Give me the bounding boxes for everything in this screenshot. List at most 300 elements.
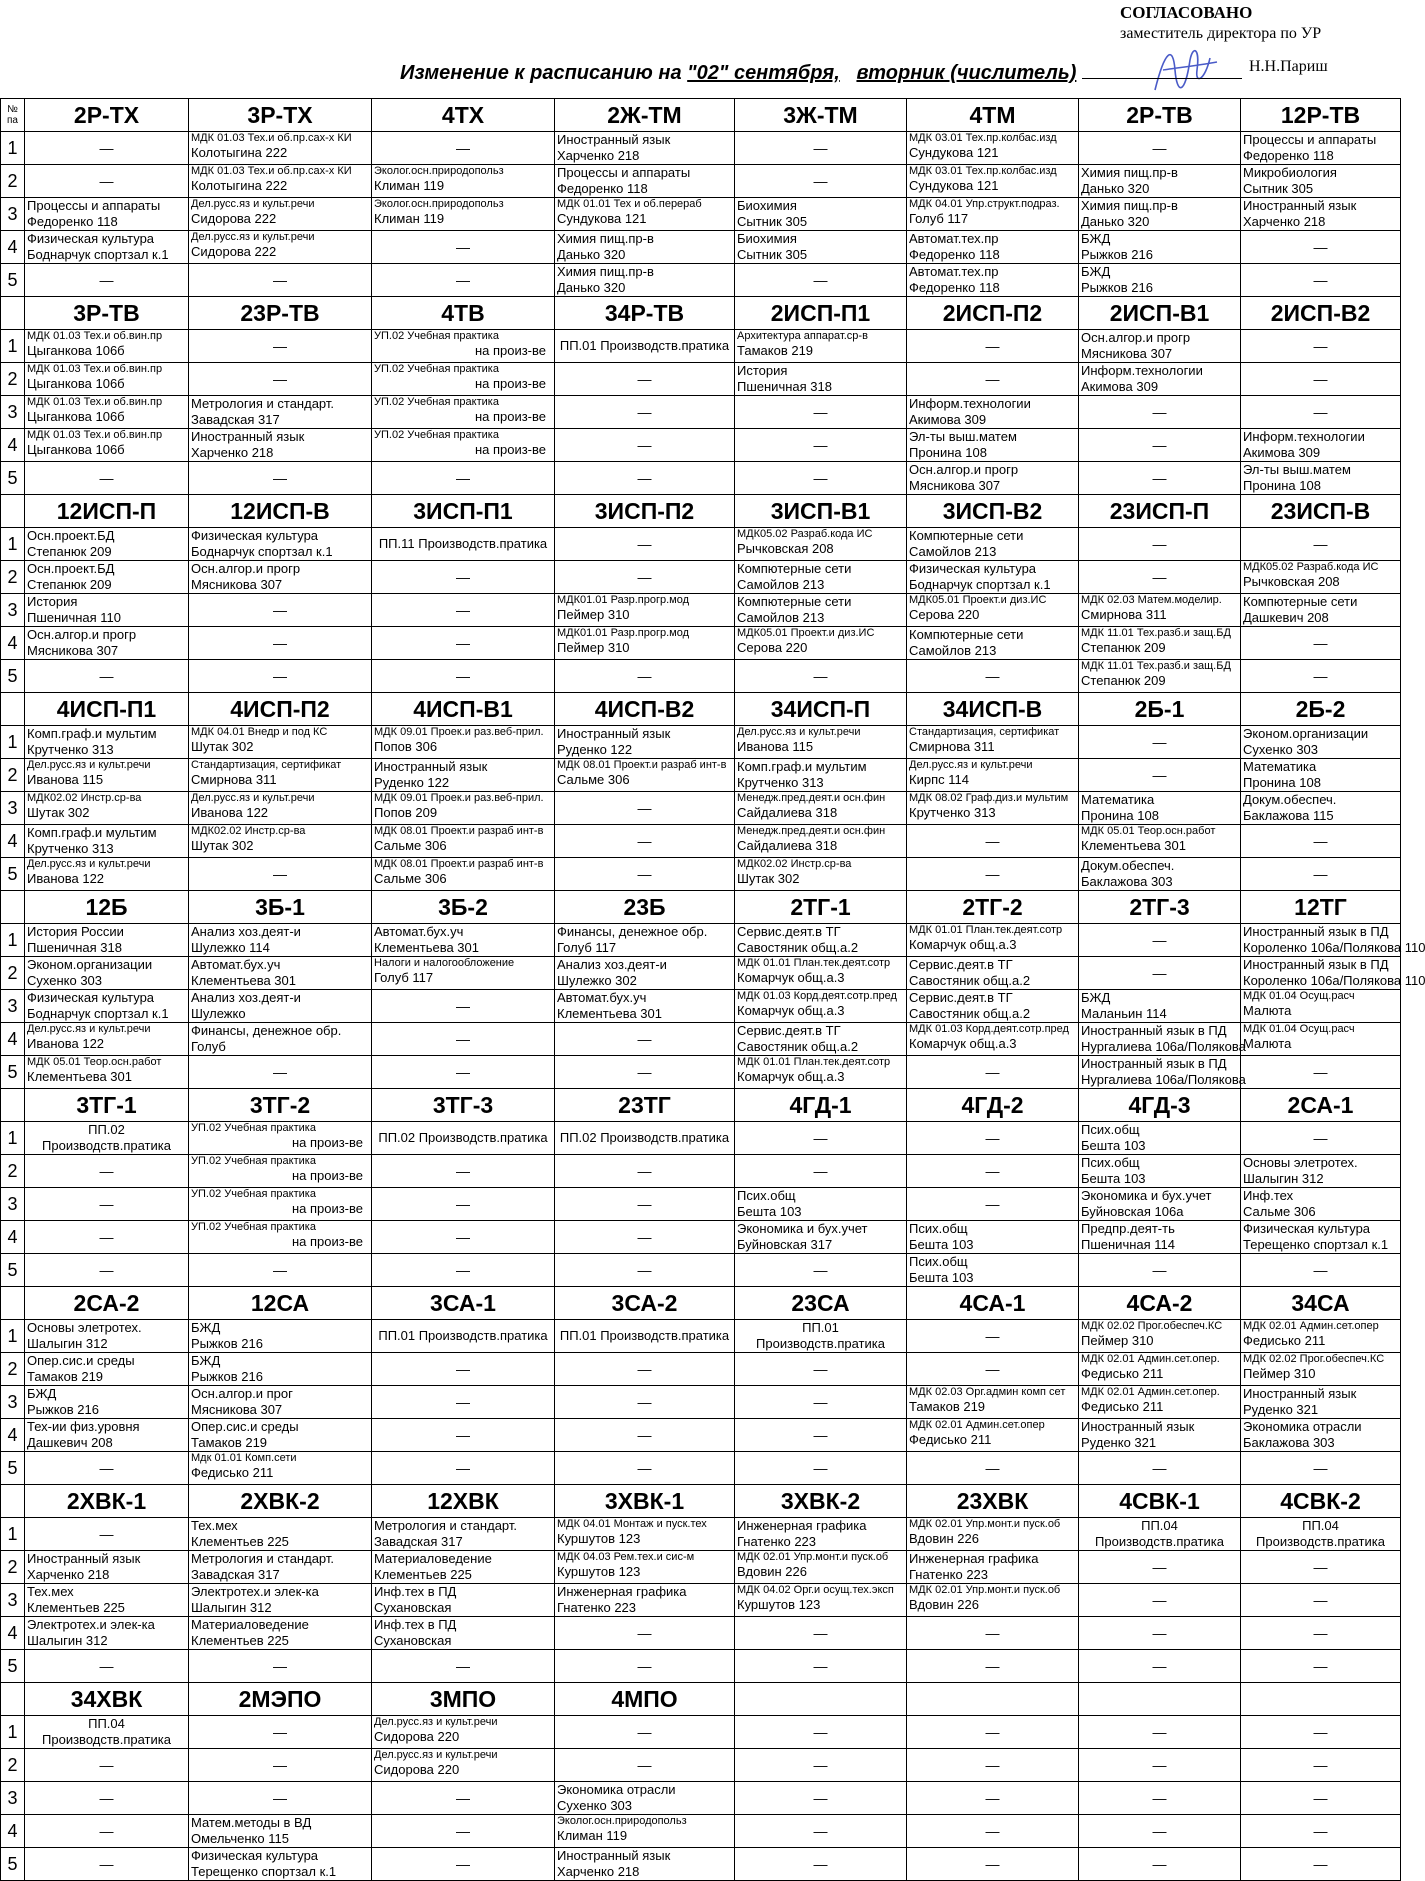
lesson-cell [189, 990, 372, 1023]
lesson-cell: — [1241, 1650, 1401, 1683]
lesson-cell [25, 1419, 189, 1452]
lesson-subject: Процессы и аппараты [1243, 132, 1377, 147]
lesson-cell [1241, 462, 1401, 495]
lesson-subject: Дел.русс.яз и культ.речи [374, 1716, 498, 1728]
lesson-subject: МДК 05.01 Теор.осн.работ [27, 1056, 162, 1068]
lesson-subject: Компютерные сети [1243, 594, 1358, 609]
pair-number: 3 [1, 990, 25, 1023]
lesson-cell [735, 825, 907, 858]
lesson-teacher: Шутак 302 [737, 871, 800, 886]
lesson-teacher: Дашкевич 208 [27, 1435, 113, 1450]
lesson-subject: Тех.мех [191, 1518, 238, 1533]
lesson-subject: ПП.01 [802, 1320, 839, 1335]
approved-label: СОГЛАСОВАНО [1120, 3, 1253, 22]
lesson-cell [907, 1254, 1079, 1287]
lesson-subject: Материаловедение [374, 1551, 492, 1566]
lesson-cell [555, 1551, 735, 1584]
lesson-subject: МДК 02.02 Прог.обеспеч.КС [1081, 1320, 1223, 1332]
lesson-subject: Дел.русс.яз и культ.речи [27, 858, 151, 870]
lesson-cell: — [372, 264, 555, 297]
lesson-subject: Инженерная графика [557, 1584, 687, 1599]
lesson-subject: БЖД [27, 1386, 57, 1401]
lesson-teacher: Гнатенко 223 [909, 1567, 989, 1582]
lesson-teacher: Комарчук общ.а.3 [909, 937, 1017, 952]
lesson-subject: УП.02 Учебная практика [191, 1122, 316, 1134]
lesson-cell [735, 1221, 907, 1254]
title-gap [840, 62, 857, 84]
lesson-teacher: Харченко 218 [1243, 214, 1326, 229]
group-header-row [1, 1089, 1401, 1122]
lesson-subject: Информ.технологии [1081, 363, 1203, 378]
lesson-cell [25, 231, 189, 264]
page-title [400, 62, 1076, 85]
lesson-cell [907, 1419, 1079, 1452]
pair-number: 2 [1, 363, 25, 396]
lesson-cell: — [1241, 1584, 1401, 1617]
lesson-cell [372, 858, 555, 891]
lesson-cell [555, 1584, 735, 1617]
lesson-teacher: Куршутов 123 [557, 1564, 641, 1579]
lesson-subject: Псих.общ [1081, 1155, 1140, 1170]
lesson-cell: — [1241, 1452, 1401, 1485]
lesson-subject: МДК 01.01 План.тек.деят.сотр [737, 957, 891, 969]
lesson-teacher: Харченко 218 [557, 1864, 640, 1879]
lesson-teacher: Акимова 309 [909, 412, 987, 427]
lesson-teacher: Пшеничная 114 [1081, 1237, 1176, 1252]
lesson-subject: Сервис.деят.в ТГ [737, 924, 841, 939]
lesson-cell [735, 528, 907, 561]
lesson-cell: — [1079, 924, 1241, 957]
lesson-teacher: Серова 220 [909, 607, 980, 622]
pair-number-header [1, 1287, 25, 1320]
lesson-subject: Архитектура аппарат.ср-в [737, 330, 868, 342]
lesson-cell: — [1079, 396, 1241, 429]
lesson-cell [1241, 1221, 1401, 1254]
lesson-cell: — [1079, 1617, 1241, 1650]
lesson-subject: Физическая культура [27, 231, 155, 246]
lesson-cell: — [555, 858, 735, 891]
lesson-teacher: Буйновская 317 [737, 1237, 833, 1252]
lesson-teacher: Мясникова 307 [1081, 346, 1173, 361]
pair-number: 4 [1, 825, 25, 858]
pair-number: 3 [1, 594, 25, 627]
lesson-cell [372, 165, 555, 198]
lesson-teacher: Комарчук общ.а.3 [737, 1069, 845, 1084]
group-name: 3ИСП-П2 [555, 495, 735, 528]
lesson-teacher: Сундукова 121 [909, 178, 999, 193]
lesson-subject: Основы элетротех. [1243, 1155, 1358, 1170]
lesson-cell: — [1079, 1650, 1241, 1683]
lesson-cell [372, 396, 555, 429]
lesson-cell: — [189, 627, 372, 660]
lesson-subject: МДК02.02 Инстр.ср-ва [27, 792, 142, 804]
lesson-subject: Инф.тех в ПД [374, 1617, 457, 1632]
lesson-cell: — [907, 1815, 1079, 1848]
lesson-subject: МДК 01.01 Тех и об.перераб [557, 198, 702, 210]
lesson-cell [1241, 957, 1425, 990]
lesson-subject: Экономика отрасли [1243, 1419, 1362, 1434]
group-name: 12Б [25, 891, 189, 924]
lesson-cell: — [555, 1386, 735, 1419]
lesson-subject: ПП.04 [1302, 1518, 1339, 1533]
lesson-cell: — [1241, 660, 1401, 693]
group-name: 3Ж-ТМ [735, 99, 907, 132]
lesson-cell: — [735, 1353, 907, 1386]
lesson-cell: — [1241, 1848, 1401, 1881]
lesson-title: ПП.11 Производств.пратика [378, 536, 548, 551]
lesson-cell: — [25, 660, 189, 693]
lesson-row [1, 429, 1401, 462]
group-name: 2Р-ТВ [1079, 99, 1241, 132]
lesson-cell: — [1079, 1584, 1241, 1617]
lesson-cell [555, 957, 735, 990]
group-name: 4ГД-2 [907, 1089, 1079, 1122]
lesson-subject: Иностранный язык [191, 429, 305, 444]
signature-icon [1145, 40, 1225, 98]
lesson-cell: — [1241, 528, 1401, 561]
lesson-subject: МДК 02.01 Админ.сет.опер [909, 1419, 1045, 1431]
lesson-cell [555, 330, 735, 363]
lesson-cell: — [907, 660, 1079, 693]
group-name: 4СВК-1 [1079, 1485, 1241, 1518]
lesson-cell: — [735, 1452, 907, 1485]
lesson-cell [907, 462, 1079, 495]
lesson-cell: — [555, 1617, 735, 1650]
lesson-cell [189, 528, 372, 561]
lesson-cell [1079, 1221, 1241, 1254]
lesson-teacher: Мясникова 307 [191, 577, 283, 592]
lesson-cell [372, 528, 555, 561]
lesson-cell: — [555, 1716, 735, 1749]
group-name: 2ИСП-В2 [1241, 297, 1401, 330]
lesson-subject: Финансы, денежное обр. [191, 1023, 342, 1038]
group-name: 3ХВК-1 [555, 1485, 735, 1518]
lesson-teacher: Кирпс 114 [909, 772, 969, 787]
lesson-teacher: Федоренко 118 [557, 181, 648, 196]
lesson-cell: — [555, 1221, 735, 1254]
lesson-cell: — [25, 462, 189, 495]
lesson-subject: Докум.обеспеч. [1081, 858, 1175, 873]
lesson-subject: Дел.русс.яз и культ.речи [191, 198, 315, 210]
lesson-cell: — [1079, 429, 1241, 462]
lesson-subject: Химия пищ.пр-в [557, 231, 654, 246]
lesson-teacher: Смирнова 311 [1081, 607, 1167, 622]
lesson-cell [1241, 165, 1401, 198]
lesson-teacher: Сайдалиева 318 [737, 805, 838, 820]
lesson-row [1, 1221, 1401, 1254]
lesson-cell: — [189, 264, 372, 297]
lesson-teacher: на произ-ве [474, 442, 546, 457]
lesson-cell [1079, 825, 1241, 858]
lesson-cell: — [1079, 1848, 1241, 1881]
lesson-cell: — [1079, 1749, 1241, 1782]
lesson-cell: — [25, 1848, 189, 1881]
group-name: 2Р-ТХ [25, 99, 189, 132]
lesson-teacher: Попов 209 [374, 805, 438, 820]
lesson-subject: Метрология и стандарт. [191, 1551, 334, 1566]
group-name [735, 1683, 907, 1716]
lesson-teacher: Тамаков 219 [27, 1369, 104, 1384]
lesson-cell [1079, 1056, 1246, 1089]
lesson-cell: — [907, 1848, 1079, 1881]
lesson-cell [1241, 1518, 1401, 1551]
group-name [907, 1683, 1079, 1716]
lesson-cell [25, 1023, 189, 1056]
signature-line [1082, 78, 1242, 79]
lesson-cell [25, 1716, 189, 1749]
lesson-cell [1241, 759, 1401, 792]
lesson-row [1, 462, 1401, 495]
title-date: "02" сентября, [687, 62, 840, 84]
lesson-cell: — [189, 1782, 372, 1815]
group-name: 4ИСП-В1 [372, 693, 555, 726]
lesson-teacher: Рыжков 216 [191, 1336, 263, 1351]
lesson-teacher: Пеймер 310 [557, 607, 630, 622]
lesson-cell [1241, 1023, 1401, 1056]
lesson-subject: Автомат.тех.пр [909, 264, 999, 279]
lesson-cell [25, 858, 189, 891]
lesson-cell [907, 132, 1079, 165]
lesson-cell: — [1079, 462, 1241, 495]
pair-number: 2 [1, 561, 25, 594]
lesson-teacher: на произ-ве [474, 409, 546, 424]
lesson-subject: Инф.тех в ПД [374, 1584, 457, 1599]
lesson-cell [189, 957, 372, 990]
lesson-cell [1079, 1419, 1241, 1452]
lesson-cell: — [735, 429, 907, 462]
lesson-cell [555, 990, 735, 1023]
lesson-cell [25, 1122, 189, 1155]
lesson-teacher: Федоренко 118 [909, 280, 1000, 295]
lesson-teacher: Руденко 321 [1243, 1402, 1319, 1417]
lesson-cell: — [735, 1749, 907, 1782]
lesson-cell [372, 1320, 555, 1353]
lesson-subject: Информ.технологии [909, 396, 1031, 411]
lesson-cell: — [25, 165, 189, 198]
lesson-cell [372, 1584, 555, 1617]
lesson-teacher: Бешта 103 [909, 1270, 974, 1285]
lesson-teacher: Шалыгин 312 [191, 1600, 272, 1615]
lesson-cell [555, 1320, 735, 1353]
lesson-teacher: Вдовин 226 [909, 1597, 979, 1612]
lesson-cell: — [189, 1056, 372, 1089]
lesson-cell [25, 561, 189, 594]
lesson-teacher: Пронина 108 [1243, 478, 1321, 493]
lesson-teacher: Иванова 122 [27, 871, 105, 886]
lesson-subject: Иностранный язык в ПД [1243, 957, 1389, 972]
lesson-cell [1079, 1188, 1241, 1221]
lesson-teacher: Комарчук общ.а.3 [737, 970, 845, 985]
lesson-cell: — [25, 1518, 189, 1551]
lesson-cell: — [372, 1419, 555, 1452]
lesson-cell [1241, 1353, 1401, 1386]
lesson-subject: Дел.русс.яз и культ.речи [909, 759, 1033, 771]
lesson-subject: Эколог.осн.природопольз [374, 198, 504, 210]
lesson-teacher: Голуб 117 [557, 940, 617, 955]
lesson-subject: МДК 03.01 Тех.пр.колбас.изд [909, 165, 1057, 177]
lesson-cell [907, 1221, 1079, 1254]
lesson-subject: Эколог.осн.природопольз [557, 1815, 687, 1827]
lesson-teacher: Рычковская 208 [737, 541, 834, 556]
lesson-row [1, 660, 1401, 693]
lesson-cell [189, 132, 372, 165]
lesson-teacher: Бешта 103 [737, 1204, 802, 1219]
lesson-row [1, 1188, 1401, 1221]
lesson-cell [907, 1518, 1079, 1551]
lesson-subject: Иностранный язык [557, 132, 671, 147]
lesson-subject: МДК 01.03 Тех.и об.пр.сах-х КИ [191, 132, 352, 144]
lesson-cell: — [555, 1254, 735, 1287]
lesson-teacher: Крутченко 313 [909, 805, 996, 820]
lesson-cell: — [907, 1749, 1079, 1782]
group-name: 4ГД-1 [735, 1089, 907, 1122]
lesson-cell [189, 1551, 372, 1584]
lesson-subject: МДК 03.01 Тех.пр.колбас.изд [909, 132, 1057, 144]
lesson-teacher: Пшеничная 318 [27, 940, 122, 955]
lesson-teacher: Тамаков 219 [737, 343, 814, 358]
pair-number: 1 [1, 528, 25, 561]
lesson-cell: — [189, 1716, 372, 1749]
lesson-teacher: Попов 306 [374, 739, 438, 754]
lesson-cell [907, 990, 1079, 1023]
lesson-cell: — [735, 1419, 907, 1452]
group-name: 4СА-2 [1079, 1287, 1241, 1320]
lesson-row [1, 1122, 1401, 1155]
lesson-title: ПП.01 Производств.пратика [559, 1328, 730, 1343]
lesson-cell: — [907, 825, 1079, 858]
lesson-subject: МДК 08.01 Проект.и разраб инт-в [557, 759, 727, 771]
lesson-row [1, 1782, 1401, 1815]
pair-number: 3 [1, 1584, 25, 1617]
lesson-teacher: Производств.пратика [756, 1336, 885, 1351]
lesson-cell: — [372, 561, 555, 594]
lesson-row [1, 528, 1401, 561]
lesson-teacher: Сухенко 303 [557, 1798, 633, 1813]
pair-number: 4 [1, 1815, 25, 1848]
lesson-teacher: Крутченко 313 [27, 841, 114, 856]
group-name: 2СА-2 [25, 1287, 189, 1320]
lesson-teacher: Гнатенко 223 [557, 1600, 637, 1615]
lesson-teacher: Сидорова 222 [191, 211, 277, 226]
lesson-cell [555, 1518, 735, 1551]
lesson-row [1, 1617, 1401, 1650]
lesson-teacher: Нургалиева 106а/Полякова [1081, 1039, 1246, 1054]
lesson-teacher: Пеймер 310 [1243, 1366, 1316, 1381]
lesson-subject: Финансы, денежное обр. [557, 924, 708, 939]
lesson-cell [1079, 990, 1241, 1023]
lesson-teacher: Клементьева 301 [1081, 838, 1186, 853]
lesson-teacher: на произ-ве [474, 343, 546, 358]
lesson-subject: ПП.04 [1141, 1518, 1178, 1533]
group-name: 3СА-2 [555, 1287, 735, 1320]
lesson-subject: Опер.сис.и среды [27, 1353, 135, 1368]
lesson-cell [189, 825, 372, 858]
lesson-cell [907, 528, 1079, 561]
lesson-teacher: Цыганкова 106б [27, 376, 125, 391]
lesson-cell [1241, 726, 1401, 759]
lesson-subject: Псих.общ [737, 1188, 796, 1203]
lesson-subject: История [27, 594, 78, 609]
lesson-teacher: Степанюк 209 [27, 577, 112, 592]
lesson-teacher: Боднарчук спортзал к.1 [909, 577, 1051, 592]
group-name: 3ИСП-В1 [735, 495, 907, 528]
lesson-teacher: Пронина 108 [909, 445, 987, 460]
lesson-cell [25, 990, 189, 1023]
lesson-teacher: Крутченко 313 [737, 775, 824, 790]
lesson-teacher: Клементьева 301 [191, 973, 296, 988]
pair-number: 1 [1, 1716, 25, 1749]
lesson-subject: БЖД [1081, 264, 1111, 279]
lesson-cell: — [1241, 1815, 1401, 1848]
lesson-teacher: Шалыгин 312 [27, 1336, 108, 1351]
lesson-teacher: Крутченко 313 [27, 742, 114, 757]
lesson-teacher: Шутак 302 [27, 805, 90, 820]
pair-number: 3 [1, 1386, 25, 1419]
lesson-cell: — [555, 1188, 735, 1221]
pair-number: 3 [1, 1188, 25, 1221]
lesson-cell [907, 198, 1079, 231]
lesson-subject: Физическая культура [191, 528, 319, 543]
lesson-cell [372, 330, 555, 363]
lesson-subject: Эколог.осн.природопольз [374, 165, 504, 177]
lesson-cell: — [555, 1419, 735, 1452]
pair-number: 4 [1, 231, 25, 264]
group-name: 34ИСП-В [907, 693, 1079, 726]
lesson-teacher: Клементьев 225 [374, 1567, 472, 1582]
lesson-teacher: Рыжков 216 [1081, 247, 1153, 262]
lesson-subject: Иностранный язык [1081, 1419, 1195, 1434]
lesson-subject: Экономика и бух.учет [737, 1221, 868, 1236]
lesson-teacher: Данько 320 [557, 247, 626, 262]
lesson-subject: Эл-ты выш.матем [1243, 462, 1351, 477]
lesson-cell [555, 924, 735, 957]
lesson-subject: Автомат.тех.пр [909, 231, 999, 246]
lesson-cell [555, 1848, 735, 1881]
lesson-teacher: Завадская 317 [374, 1534, 463, 1549]
lesson-teacher: Клементьева 301 [557, 1006, 662, 1021]
lesson-cell [735, 726, 907, 759]
lesson-cell: — [1079, 1815, 1241, 1848]
lesson-row [1, 165, 1401, 198]
lesson-row [1, 396, 1401, 429]
lesson-subject: МДК 02.01 Упр.монт.и пуск.об [737, 1551, 889, 1563]
group-name: 2ТГ-1 [735, 891, 907, 924]
lesson-cell [1079, 1023, 1246, 1056]
lesson-teacher: Сальме 306 [374, 871, 447, 886]
group-name: 4ТМ [907, 99, 1079, 132]
lesson-subject: Предпр.деят-ть [1081, 1221, 1175, 1236]
lesson-teacher: Пшеничная 110 [27, 610, 122, 625]
lesson-cell: — [907, 1155, 1079, 1188]
lesson-teacher: Баклажова 303 [1243, 1435, 1335, 1450]
lesson-cell [555, 1122, 735, 1155]
lesson-row [1, 1716, 1401, 1749]
lesson-cell [1079, 1353, 1241, 1386]
lesson-subject: Дел.русс.яз и культ.речи [737, 726, 861, 738]
lesson-subject: Эл-ты выш.матем [909, 429, 1017, 444]
lesson-teacher: Шалыгин 312 [1243, 1171, 1324, 1186]
lesson-teacher: Харченко 218 [557, 148, 640, 163]
lesson-cell: — [907, 1650, 1079, 1683]
lesson-cell: — [25, 1254, 189, 1287]
deputy-label: заместитель директора по УР [1120, 25, 1322, 42]
lesson-teacher: Иванова 122 [27, 1036, 105, 1051]
lesson-cell: — [1079, 957, 1241, 990]
lesson-row [1, 1584, 1401, 1617]
lesson-cell [372, 1716, 555, 1749]
lesson-subject: Стандартизация, сертификат [909, 726, 1060, 738]
lesson-teacher: Боднарчук спортзал к.1 [27, 247, 169, 262]
